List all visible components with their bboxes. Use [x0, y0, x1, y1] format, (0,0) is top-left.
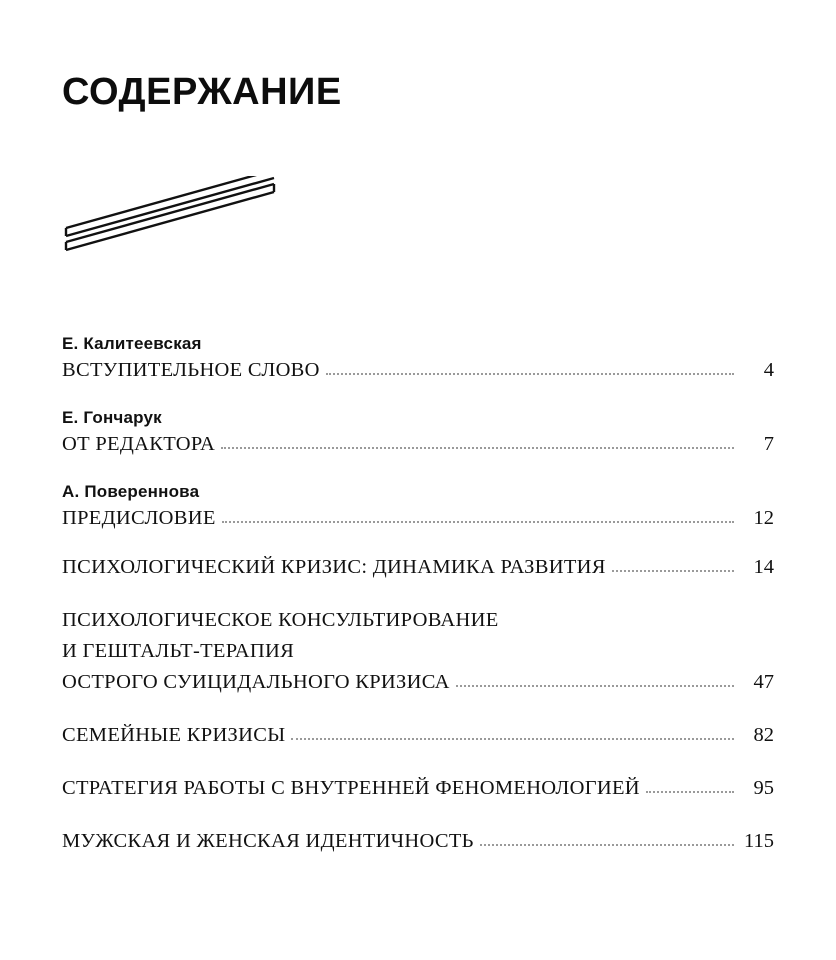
toc-title: ОСТРОГО СУИЦИДАЛЬНОГО КРИЗИСА — [62, 670, 450, 693]
list-item[interactable] — [62, 556, 774, 579]
toc-line — [62, 724, 774, 747]
toc-page-number: 7 — [763, 432, 774, 455]
list-item[interactable] — [62, 830, 774, 853]
toc-author: А. Повереннова — [62, 481, 200, 501]
toc-title: СЕМЕЙНЫЕ КРИЗИСЫ — [62, 723, 286, 746]
list-item[interactable] — [62, 609, 774, 694]
list-item[interactable] — [62, 408, 774, 456]
toc-leader — [646, 790, 734, 793]
toc-page-number: 12 — [753, 506, 774, 529]
toc-leader — [480, 843, 734, 846]
toc-title: СТРАТЕГИЯ РАБОТЫ С ВНУТРЕННЕЙ ФЕНОМЕНОЛОГИЕЙ — [62, 776, 640, 799]
page-title: СОДЕРЖАНИЕ — [62, 71, 342, 113]
toc-leader — [612, 569, 734, 572]
toc-title: МУЖСКАЯ И ЖЕНСКАЯ ИДЕНТИЧНОСТЬ — [62, 829, 474, 852]
toc-leader — [222, 520, 734, 523]
toc-page-number: 82 — [753, 723, 774, 746]
toc-line — [62, 359, 774, 382]
toc-title: ВСТУПИТЕЛЬНОЕ СЛОВО — [62, 358, 320, 381]
toc-title: ПСИХОЛОГИЧЕСКИЙ КРИЗИС: ДИНАМИКА РАЗВИТИЯ — [62, 555, 606, 578]
list-item[interactable] — [62, 724, 774, 747]
list-item[interactable] — [62, 334, 774, 382]
toc-line — [62, 433, 774, 456]
table-of-contents — [62, 334, 774, 853]
double-slanted-rule-ornament — [62, 176, 292, 256]
toc-page-number: 4 — [763, 358, 774, 381]
toc-leader — [456, 684, 734, 687]
toc-page-number: 14 — [753, 555, 774, 578]
toc-leader — [291, 737, 734, 740]
toc-title: ПРЕДИСЛОВИЕ — [62, 506, 216, 529]
toc-leader — [221, 446, 734, 449]
list-item[interactable] — [62, 482, 774, 530]
toc-line — [62, 507, 774, 530]
list-item[interactable] — [62, 777, 774, 800]
toc-line — [62, 671, 774, 694]
toc-author: Е. Калитеевская — [62, 333, 202, 353]
toc-leader — [326, 372, 734, 375]
toc-title-line: ПСИХОЛОГИЧЕСКОЕ КОНСУЛЬТИРОВАНИЕ — [62, 608, 499, 631]
toc-page-number: 47 — [753, 670, 774, 693]
toc-line — [62, 830, 774, 853]
toc-line — [62, 556, 774, 579]
toc-page-number: 115 — [744, 829, 774, 852]
toc-page-number: 95 — [753, 776, 774, 799]
toc-author: Е. Гончарук — [62, 407, 162, 427]
toc-title-line: И ГЕШТАЛЬТ-ТЕРАПИЯ — [62, 639, 295, 662]
toc-title: ОТ РЕДАКТОРА — [62, 432, 216, 455]
toc-line — [62, 777, 774, 800]
